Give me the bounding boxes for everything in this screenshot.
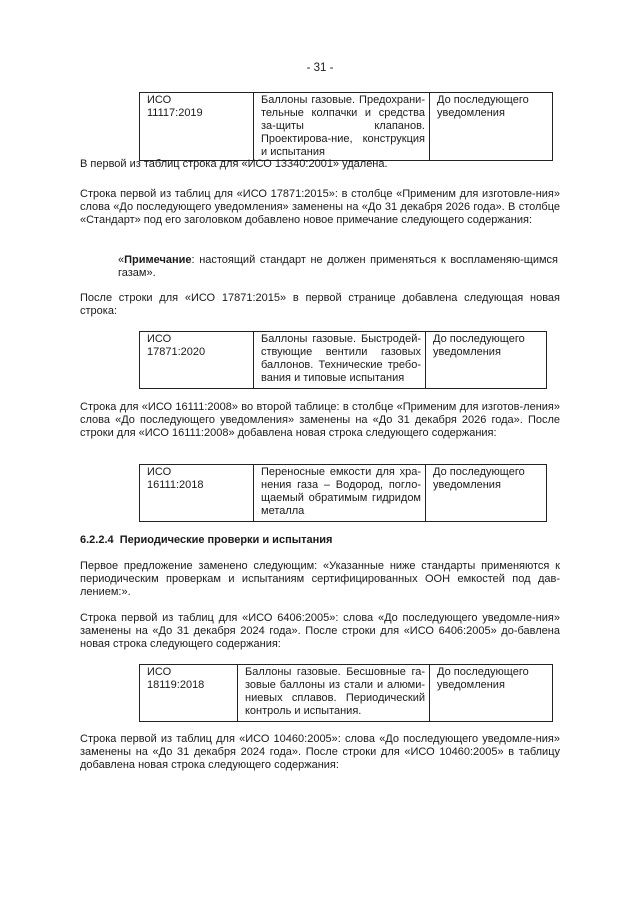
paragraph-first-sentence-replaced: Первое предложение заменено следующим: «Указанные ниже стандарты применяются к периодическим проверкам и испытаниям сертифицированных ООН емкостей под дав-лением:».: [80, 560, 560, 598]
standards-table-iso-17871-2020: [139, 331, 547, 389]
table-row: [140, 665, 553, 722]
standards-table-iso-16111-2018: [139, 464, 547, 522]
standards-table-iso-11117: [139, 92, 553, 161]
standard-code-cell: ИСО 16111:2018: [140, 465, 254, 522]
paragraph-iso-17871-2015-change: Строка первой из таблиц для «ИСО 17871:2015»: в столбце «Применим для изготовле-ния» слова «До последующего уведомления» заменены на «До 31 декабря 2026 года». В столбце «Стандарт» под его заголовком добавлено новое примечание следующего содержания:: [80, 188, 560, 226]
applicable-until-cell: До последующего уведомления: [430, 93, 553, 161]
note-text: : настоящий стандарт не должен применяться к воспламеняю-щимся газам».: [118, 254, 558, 279]
section-title: Периодические проверки и испытания: [119, 534, 333, 546]
standard-code-cell: ИСО 18119:2018: [140, 665, 238, 722]
section-number: 6.2.2.4: [80, 534, 114, 546]
applicable-until-cell: До последующего уведомления: [426, 465, 547, 522]
standard-title-cell: Баллоны газовые. Быстродей-ствующие вентили газовых баллонов. Технические требо-вания и типовые испытания: [254, 332, 426, 389]
section-heading: [80, 534, 560, 547]
paragraph-iso-16111-change: Строка для «ИСО 16111:2008» во второй таблице: в столбце «Применим для изготов-ления» слова «До последующего уведомления» заменены на «До 31 декабря 2026 года». После строки для «ИСО 16111:2008» добавлена новая строка следующего содержания:: [80, 401, 560, 439]
paragraph-new-row-after-17871: После строки для «ИСО 17871:2015» в первой странице добавлена следующая новая строка:: [80, 292, 560, 317]
table-row: [140, 465, 547, 522]
table-row: [140, 93, 553, 161]
paragraph-iso-13340-removed: В первой из таблиц строка для «ИСО 13340:2001» удалена.: [80, 158, 388, 170]
standard-title-cell: Баллоны газовые. Бесшовные га-зовые баллоны из стали и алюми-ниевых сплавов. Периодический контроль и испытания.: [238, 665, 430, 722]
standard-title-cell: Баллоны газовые. Предохрани-тельные колпачки и средства за-щиты клапанов. Проектирова-ние, конструкция и испытания: [254, 93, 430, 161]
paragraph-iso-6406-change: Строка первой из таблиц для «ИСО 6406:2005»: слова «До последующего уведомле-ния» заменены на «До 31 декабря 2024 года». После строки для «ИСО 6406:2005» до-бавлена новая строка следующего содержания:: [80, 612, 560, 650]
standards-table-iso-18119-2018: [139, 664, 553, 722]
applicable-until-cell: До последующего уведомления: [430, 665, 553, 722]
table-row: [140, 332, 547, 389]
paragraph-iso-10460-change: Строка первой из таблиц для «ИСО 10460:2005»: слова «До последующего уведомле-ния» заменены на «До 31 декабря 2024 года». После строки для «ИСО 10460:2005» в таблицу добавлена новая строка следующего содержания:: [80, 733, 560, 771]
note-paragraph: «Примечание: настоящий стандарт не должен применяться к воспламеняю-щимся газам».: [118, 254, 558, 279]
standard-title-cell: Переносные емкости для хра-нения газа – Водород, погло-щаемый обратимым гидридом металла: [254, 465, 426, 522]
note-label: Примечание: [124, 254, 192, 266]
standard-code-cell: ИСО 17871:2020: [140, 332, 254, 389]
standard-code-cell: ИСО 11117:2019: [140, 93, 254, 161]
page-number: - 31 -: [306, 62, 334, 74]
applicable-until-cell: До последующего уведомления: [426, 332, 547, 389]
